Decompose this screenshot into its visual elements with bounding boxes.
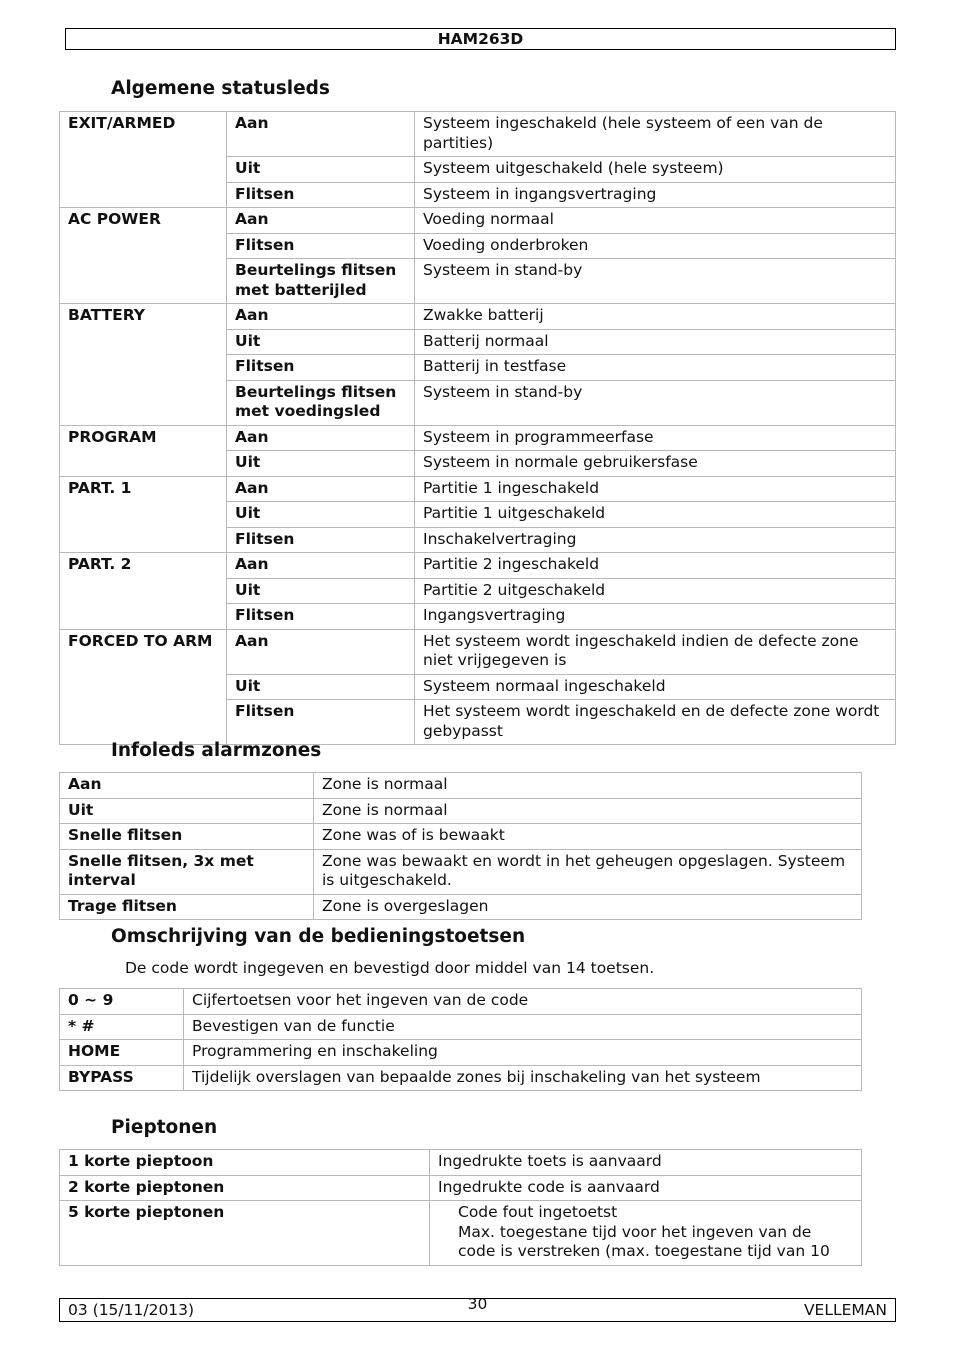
zone-description-cell: Zone is normaal xyxy=(314,798,862,824)
key-description-cell: Cijfertoetsen voor het ingeven van de code xyxy=(184,989,862,1015)
beep-signal-cell: 1 korte pieptoon xyxy=(60,1150,430,1176)
led-state-cell: Aan xyxy=(227,208,415,234)
led-description-cell: Systeem in stand-by xyxy=(415,259,896,304)
key-name-cell: HOME xyxy=(60,1040,184,1066)
led-state-cell: Flitsen xyxy=(227,182,415,208)
led-description-cell: Voeding onderbroken xyxy=(415,233,896,259)
led-state-cell: Flitsen xyxy=(227,355,415,381)
led-name-cell: AC POWER xyxy=(60,208,227,304)
table-row xyxy=(60,1201,862,1266)
zone-state-cell: Snelle flitsen, 3x met interval xyxy=(60,849,314,894)
keys-table xyxy=(59,988,862,1091)
led-name-cell: PROGRAM xyxy=(60,425,227,476)
led-state-cell: Aan xyxy=(227,112,415,157)
led-state-cell: Aan xyxy=(227,304,415,330)
zone-leds-table xyxy=(59,772,862,920)
led-state-cell: Flitsen xyxy=(227,527,415,553)
zone-state-cell: Uit xyxy=(60,798,314,824)
table-row xyxy=(60,1175,862,1201)
table-row xyxy=(60,824,862,850)
led-description-cell: Het systeem wordt ingeschakeld indien de defecte zone niet vrijgegeven is xyxy=(415,629,896,674)
zone-description-cell: Zone is overgeslagen xyxy=(314,894,862,920)
led-description-cell: Voeding normaal xyxy=(415,208,896,234)
table-row xyxy=(60,1065,862,1091)
led-state-cell: Uit xyxy=(227,329,415,355)
zone-state-cell: Aan xyxy=(60,773,314,799)
led-state-cell: Beurtelings flitsen met voedingsled xyxy=(227,380,415,425)
beep-description-cell xyxy=(430,1201,862,1266)
key-description-cell: Programmering en inschakeling xyxy=(184,1040,862,1066)
beep-description-cell: Ingedrukte toets is aanvaard xyxy=(430,1150,862,1176)
footer-brand: VELLEMAN xyxy=(803,1301,887,1319)
section-title-zone-leds: Infoleds alarmzones xyxy=(111,740,322,761)
led-state-cell: Aan xyxy=(227,629,415,674)
key-description-cell: Tijdelijk overslagen van bepaalde zones bij inschakeling van het systeem xyxy=(184,1065,862,1091)
section-title-keys: Omschrijving van de bedieningstoetsen xyxy=(111,926,526,947)
led-description-cell: Systeem ingeschakeld (hele systeem of een van de partities) xyxy=(415,112,896,157)
key-name-cell: BYPASS xyxy=(60,1065,184,1091)
led-state-cell: Beurtelings flitsen met batterijled xyxy=(227,259,415,304)
led-description-cell: Systeem in ingangsvertraging xyxy=(415,182,896,208)
led-state-cell: Aan xyxy=(227,553,415,579)
table-row xyxy=(60,849,862,894)
led-description-cell: Zwakke batterij xyxy=(415,304,896,330)
led-state-cell: Flitsen xyxy=(227,700,415,745)
section-title-status-leds: Algemene statusleds xyxy=(111,78,330,99)
table-row xyxy=(60,629,896,674)
document-header: HAM263D xyxy=(65,28,896,50)
led-state-cell: Uit xyxy=(227,502,415,528)
zone-state-cell: Snelle flitsen xyxy=(60,824,314,850)
led-description-cell: Systeem uitgeschakeld (hele systeem) xyxy=(415,157,896,183)
footer-page-number: 30 xyxy=(467,1295,488,1313)
keys-intro-text: De code wordt ingegeven en bevestigd door middel van 14 toetsen. xyxy=(125,959,655,977)
status-leds-table xyxy=(59,111,896,745)
key-name-cell: 0 ~ 9 xyxy=(60,989,184,1015)
table-row xyxy=(60,1014,862,1040)
led-description-cell: Partitie 2 ingeschakeld xyxy=(415,553,896,579)
table-row xyxy=(60,894,862,920)
table-row xyxy=(60,425,896,451)
led-description-cell: Partitie 1 ingeschakeld xyxy=(415,476,896,502)
table-row xyxy=(60,553,896,579)
section-title-beeps: Pieptonen xyxy=(111,1117,218,1138)
led-description-cell: Batterij in testfase xyxy=(415,355,896,381)
led-state-cell: Uit xyxy=(227,578,415,604)
table-row xyxy=(60,208,896,234)
led-state-cell: Flitsen xyxy=(227,233,415,259)
key-description-cell: Bevestigen van de functie xyxy=(184,1014,862,1040)
led-name-cell: BATTERY xyxy=(60,304,227,426)
led-state-cell: Uit xyxy=(227,157,415,183)
zone-state-cell: Trage flitsen xyxy=(60,894,314,920)
led-description-cell: Partitie 2 uitgeschakeld xyxy=(415,578,896,604)
beep-description-cell: Ingedrukte code is aanvaard xyxy=(430,1175,862,1201)
led-state-cell: Uit xyxy=(227,451,415,477)
zone-description-cell: Zone was of is bewaakt xyxy=(314,824,862,850)
table-row xyxy=(60,112,896,157)
led-description-cell: Ingangsvertraging xyxy=(415,604,896,630)
led-description-cell: Partitie 1 uitgeschakeld xyxy=(415,502,896,528)
table-row xyxy=(60,1150,862,1176)
led-name-cell: EXIT/ARMED xyxy=(60,112,227,208)
table-row xyxy=(60,773,862,799)
beep-signal-cell: 2 korte pieptonen xyxy=(60,1175,430,1201)
led-name-cell: PART. 2 xyxy=(60,553,227,630)
led-description-cell: Systeem in normale gebruikersfase xyxy=(415,451,896,477)
beep-description-line: Code fout ingetoetst xyxy=(458,1203,618,1221)
table-row xyxy=(60,476,896,502)
document-footer xyxy=(59,1295,896,1322)
zone-description-cell: Zone is normaal xyxy=(314,773,862,799)
led-description-cell: Inschakelvertraging xyxy=(415,527,896,553)
footer-version: 03 (15/11/2013) xyxy=(68,1301,195,1319)
beep-description-line: Max. toegestane tijd voor het ingeven van de code is verstreken (max. toegestane tijd van 10 xyxy=(458,1222,830,1260)
led-description-cell: Het systeem wordt ingeschakeld en de defecte zone wordt gebypasst xyxy=(415,700,896,745)
led-state-cell: Flitsen xyxy=(227,604,415,630)
led-description-cell: Systeem normaal ingeschakeld xyxy=(415,674,896,700)
led-state-cell: Aan xyxy=(227,476,415,502)
table-row xyxy=(60,989,862,1015)
led-description-cell: Systeem in stand-by xyxy=(415,380,896,425)
beeps-table xyxy=(59,1149,862,1266)
led-state-cell: Uit xyxy=(227,674,415,700)
led-name-cell: PART. 1 xyxy=(60,476,227,553)
zone-description-cell: Zone was bewaakt en wordt in het geheugen opgeslagen. Systeem is uitgeschakeld. xyxy=(314,849,862,894)
led-description-cell: Systeem in programmeerfase xyxy=(415,425,896,451)
led-description-cell: Batterij normaal xyxy=(415,329,896,355)
key-name-cell: * # xyxy=(60,1014,184,1040)
beep-signal-cell: 5 korte pieptonen xyxy=(60,1201,430,1266)
led-state-cell: Aan xyxy=(227,425,415,451)
table-row xyxy=(60,304,896,330)
led-name-cell: FORCED TO ARM xyxy=(60,629,227,745)
table-row xyxy=(60,1040,862,1066)
table-row xyxy=(60,798,862,824)
